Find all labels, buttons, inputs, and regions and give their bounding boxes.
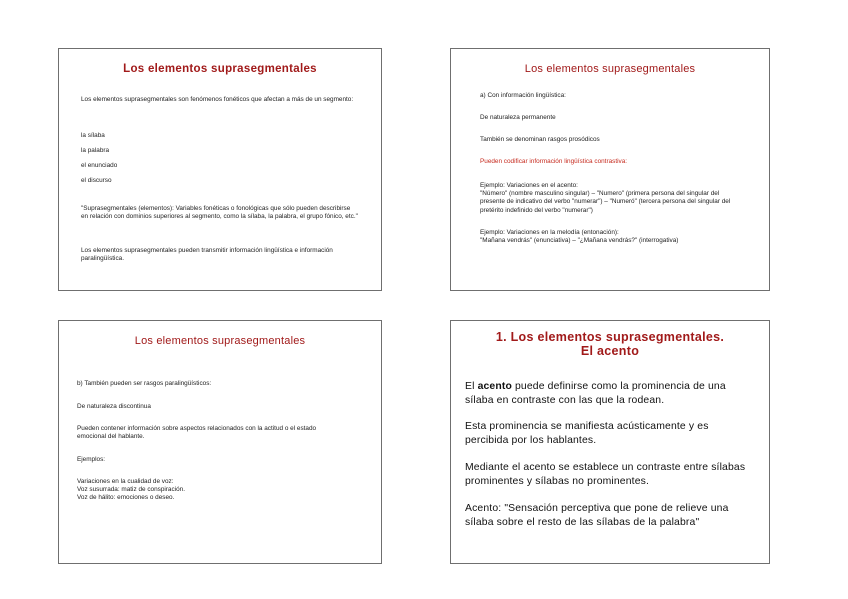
slide-3-title: Los elementos suprasegmentales [134,335,306,347]
slide-2-heading-a: a) Con información lingüística: [480,92,566,99]
slide-4-title [451,330,769,358]
slide-4-p1-bold: acento [477,381,512,392]
slide-4 [450,320,770,564]
slide-4-paragraph-acento [465,380,755,408]
slide-1-conclusion: Los elementos suprasegmentales pueden transmitir información lingüística e información paralingüística. [81,247,333,263]
slide-1-item-palabra: la palabra [81,147,110,154]
slide-3-cualidad-voz: Variaciones en la cualidad de voz: [77,478,174,485]
slide-4-title-line-2: El acento [580,344,640,358]
slide-1 [58,48,382,291]
slide-2-ejemplo-acento-label: Ejemplo: Variaciones en el acento: [480,182,578,189]
slide-3-naturaleza: De naturaleza discontinua [77,403,151,410]
slide-1-item-discurso: el discurso [81,177,112,184]
slide-2-naturaleza: De naturaleza permanente [480,114,556,121]
slide-2-rasgos-prosodicos: También se denominan rasgos prosódicos [480,136,600,143]
slide-1-definition-quote: "Suprasegmentales (elementos): Variables fonéticas o fonológicas que sólo pueden describirse en relación con dominios superiores al segmento, como la sílaba, la palabra, el grupo fónico, etc." [81,205,358,221]
slide-2-ejemplo-melodia-label: Ejemplo: Variaciones en la melodía (entonación): [480,229,619,236]
slide-2 [450,48,770,291]
slide-4-paragraph-definicion: Acento: "Sensación perceptiva que pone de relieve una sílaba sobre el resto de las sílabas de la palabra" [465,503,729,528]
slide-4-p1-post: puede definirse como la prominencia de una sílaba en contraste con las que la rodean. [465,381,726,406]
slide-3-voz-susurrada: Voz susurrada: matiz de conspiración. [77,486,185,493]
slide-4-p1-pre: El [465,381,478,392]
slide-3-ejemplos: Ejemplos: [77,456,106,463]
slide-4-paragraph-contraste: Mediante el acento se establece un contraste entre sílabas prominentes y sílabas no prominentes. [465,462,746,487]
slide-1-item-silaba: la sílaba [81,132,105,139]
slide-3-actitud: Pueden contener información sobre aspectos relacionados con la actitud o el estado emocional del hablante. [77,425,317,441]
slide-4-paragraph-prominencia: Esta prominencia se manifiesta acústicamente y es percibida por los hablantes. [465,421,709,446]
slide-2-ejemplo-melodia-text: "Mañana vendrás" (enunciativa) – "¿Mañana vendrás?" (interrogativa) [480,237,679,244]
slide-3-voz-halito: Voz de hálito: emociones o deseo. [77,494,175,501]
slide-2-title: Los elementos suprasegmentales [524,63,696,75]
slide-1-title: Los elementos suprasegmentales [123,63,317,75]
slide-2-ejemplo-acento-text: "Número" (nombre masculino singular) – "Numero" (primera persona del singular del presente de indicativo del verbo "numerar") – "Numeró" (tercera persona del singular del pretérito indefinido del verbo "numerar") [480,190,731,214]
slide-4-title-line-1: 1. Los elementos suprasegmentales. [495,330,725,344]
slide-3-heading-b: b) También pueden ser rasgos paralingüísticos: [77,380,212,387]
slide-1-item-enunciado: el enunciado [81,162,118,169]
slide-2-contrastiva: Pueden codificar información lingüística contrastiva: [480,158,628,165]
slide-3 [58,320,382,564]
slide-1-intro: Los elementos suprasegmentales son fenómenos fonéticos que afectan a más de un segmento: [81,96,354,103]
